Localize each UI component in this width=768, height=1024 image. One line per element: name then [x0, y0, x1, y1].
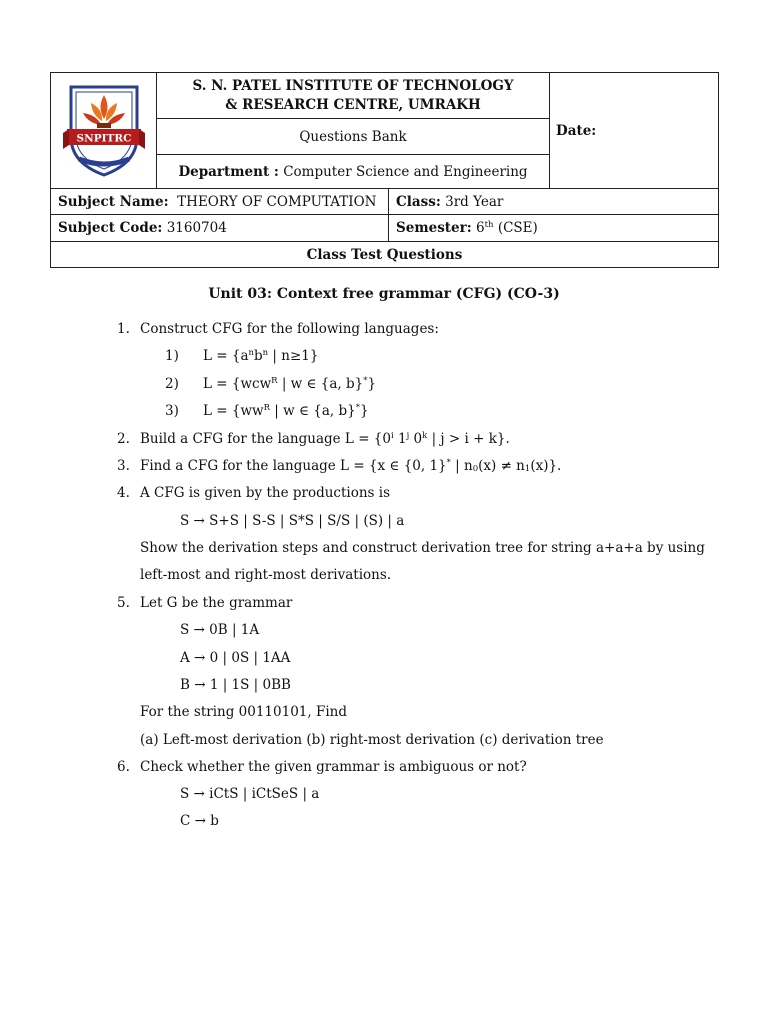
- q3-text: [140, 458, 561, 474]
- q2-sup3: k: [422, 431, 428, 441]
- institute-name-cell: [157, 73, 550, 119]
- logo-cell: [51, 73, 157, 189]
- q1-number: 1.: [117, 321, 130, 337]
- q3-sub1: 0: [472, 464, 479, 474]
- q1-sub2-number: 2): [165, 376, 179, 392]
- subject-name-label: Subject Name:: [58, 193, 169, 210]
- semester-sup: th: [484, 220, 494, 230]
- subject-code-cell: [51, 215, 389, 242]
- institute-logo: [61, 79, 147, 179]
- subject-name-cell: [51, 189, 389, 215]
- q1-sub1-c: | n≥1}: [268, 348, 319, 364]
- q3-sub2: 1: [524, 464, 531, 474]
- q1-sub3-c: }: [359, 403, 369, 419]
- subject-code-value: 3160704: [166, 220, 227, 236]
- q2-sup2: j: [406, 431, 410, 441]
- q1-sub3-a: L = {ww: [203, 403, 264, 419]
- logo-text: SNPITRC: [76, 132, 131, 144]
- institute-line-1: S. N. PATEL INSTITUTE OF TECHNOLOGY: [192, 77, 514, 94]
- q1-sub1-number: 1): [165, 348, 179, 364]
- q5-production-2: A → 0 | 0S | 1AA: [180, 650, 291, 666]
- q4-number: 4.: [117, 485, 130, 501]
- q1-sub2-sup2: *: [363, 376, 368, 386]
- q5-line4: For the string 00110101, Find: [140, 704, 347, 720]
- q1-sub2-c: }: [367, 376, 377, 392]
- subject-code-label: Subject Code:: [58, 220, 163, 236]
- q1-sub2-b: | w ∈ {a, b}: [277, 376, 364, 392]
- q2-b: 1: [393, 431, 407, 447]
- department-value: Computer Science and Engineering: [283, 163, 528, 180]
- q6-production-2: C → b: [180, 813, 219, 829]
- class-cell: [389, 189, 719, 215]
- q1-text: Construct CFG for the following languages:: [140, 321, 439, 337]
- q1-sub1-sup2: n: [262, 348, 269, 358]
- q3-c: (x) ≠ n: [478, 458, 525, 474]
- q5-line5: (a) Left-most derivation (b) right-most derivation (c) derivation tree: [140, 732, 604, 748]
- semester-suffix: (CSE): [497, 220, 538, 236]
- q5-number: 5.: [117, 595, 130, 611]
- date-label: Date:: [556, 122, 597, 139]
- unit-title: Unit 03: Context free grammar (CFG) (CO-3): [208, 286, 560, 302]
- date-cell: [550, 73, 719, 189]
- q1-sub2-a: L = {wcw: [203, 376, 272, 392]
- q2-a: Build a CFG for the language L = {0: [140, 431, 391, 447]
- q1-sub2-sup: R: [271, 376, 278, 386]
- class-value: 3rd Year: [445, 193, 504, 210]
- class-label: Class:: [396, 193, 441, 210]
- q2-c: 0: [409, 431, 423, 447]
- semester-num: 6: [476, 220, 485, 236]
- q2-number: 2.: [117, 431, 130, 447]
- q3-d: (x)}.: [530, 458, 562, 474]
- subject-name-value: THEORY OF COMPUTATION: [177, 193, 377, 210]
- q1-sub1-text: [203, 348, 318, 364]
- q6-production-1: S → iCtS | iCtSeS | a: [180, 786, 320, 802]
- q2-sup1: i: [390, 431, 394, 441]
- department-cell: [157, 155, 550, 189]
- doc-title: Questions Bank: [157, 119, 550, 155]
- q1-sub1-sup1: n: [248, 348, 254, 358]
- q4-production: S → S+S | S-S | S*S | S/S | (S) | a: [180, 513, 405, 529]
- q2-text: [140, 431, 510, 447]
- q4-line3: left-most and right-most derivations.: [140, 567, 392, 583]
- institute-line-2: & RESEARCH CENTRE, UMRAKH: [225, 96, 481, 113]
- q4-line2: Show the derivation steps and construct derivation tree for string a+a+a by using: [140, 540, 705, 556]
- semester-cell: [389, 215, 719, 242]
- header-table: [50, 72, 719, 268]
- q5-production-1: S → 0B | 1A: [180, 622, 260, 638]
- q3-sup: *: [446, 458, 451, 468]
- department-label: Department :: [178, 163, 279, 180]
- q1-sub3-sup: R: [263, 403, 270, 413]
- q6-text: Check whether the given grammar is ambiguous or not?: [140, 759, 527, 775]
- q1-sub2-text: [203, 376, 376, 392]
- semester-label: Semester:: [396, 220, 472, 236]
- q3-number: 3.: [117, 458, 130, 474]
- q3-b: | n: [450, 458, 473, 474]
- q5-text: Let G be the grammar: [140, 595, 293, 611]
- q6-number: 6.: [117, 759, 130, 775]
- q1-sub3-b: | w ∈ {a, b}: [269, 403, 356, 419]
- q2-d: | j > i + k}.: [427, 431, 510, 447]
- q1-sub1-b: b: [253, 348, 263, 364]
- q4-text: A CFG is given by the productions is: [140, 485, 391, 501]
- q3-a: Find a CFG for the language L = {x ∈ {0, 1}: [140, 458, 447, 474]
- q5-production-3: B → 1 | 1S | 0BB: [180, 677, 291, 693]
- q1-sub1-a: L = {a: [203, 348, 249, 364]
- q1-sub3-number: 3): [165, 403, 179, 419]
- q1-sub3-sup2: *: [355, 403, 360, 413]
- section-title: Class Test Questions: [51, 242, 719, 268]
- q1-sub3-text: [203, 403, 369, 419]
